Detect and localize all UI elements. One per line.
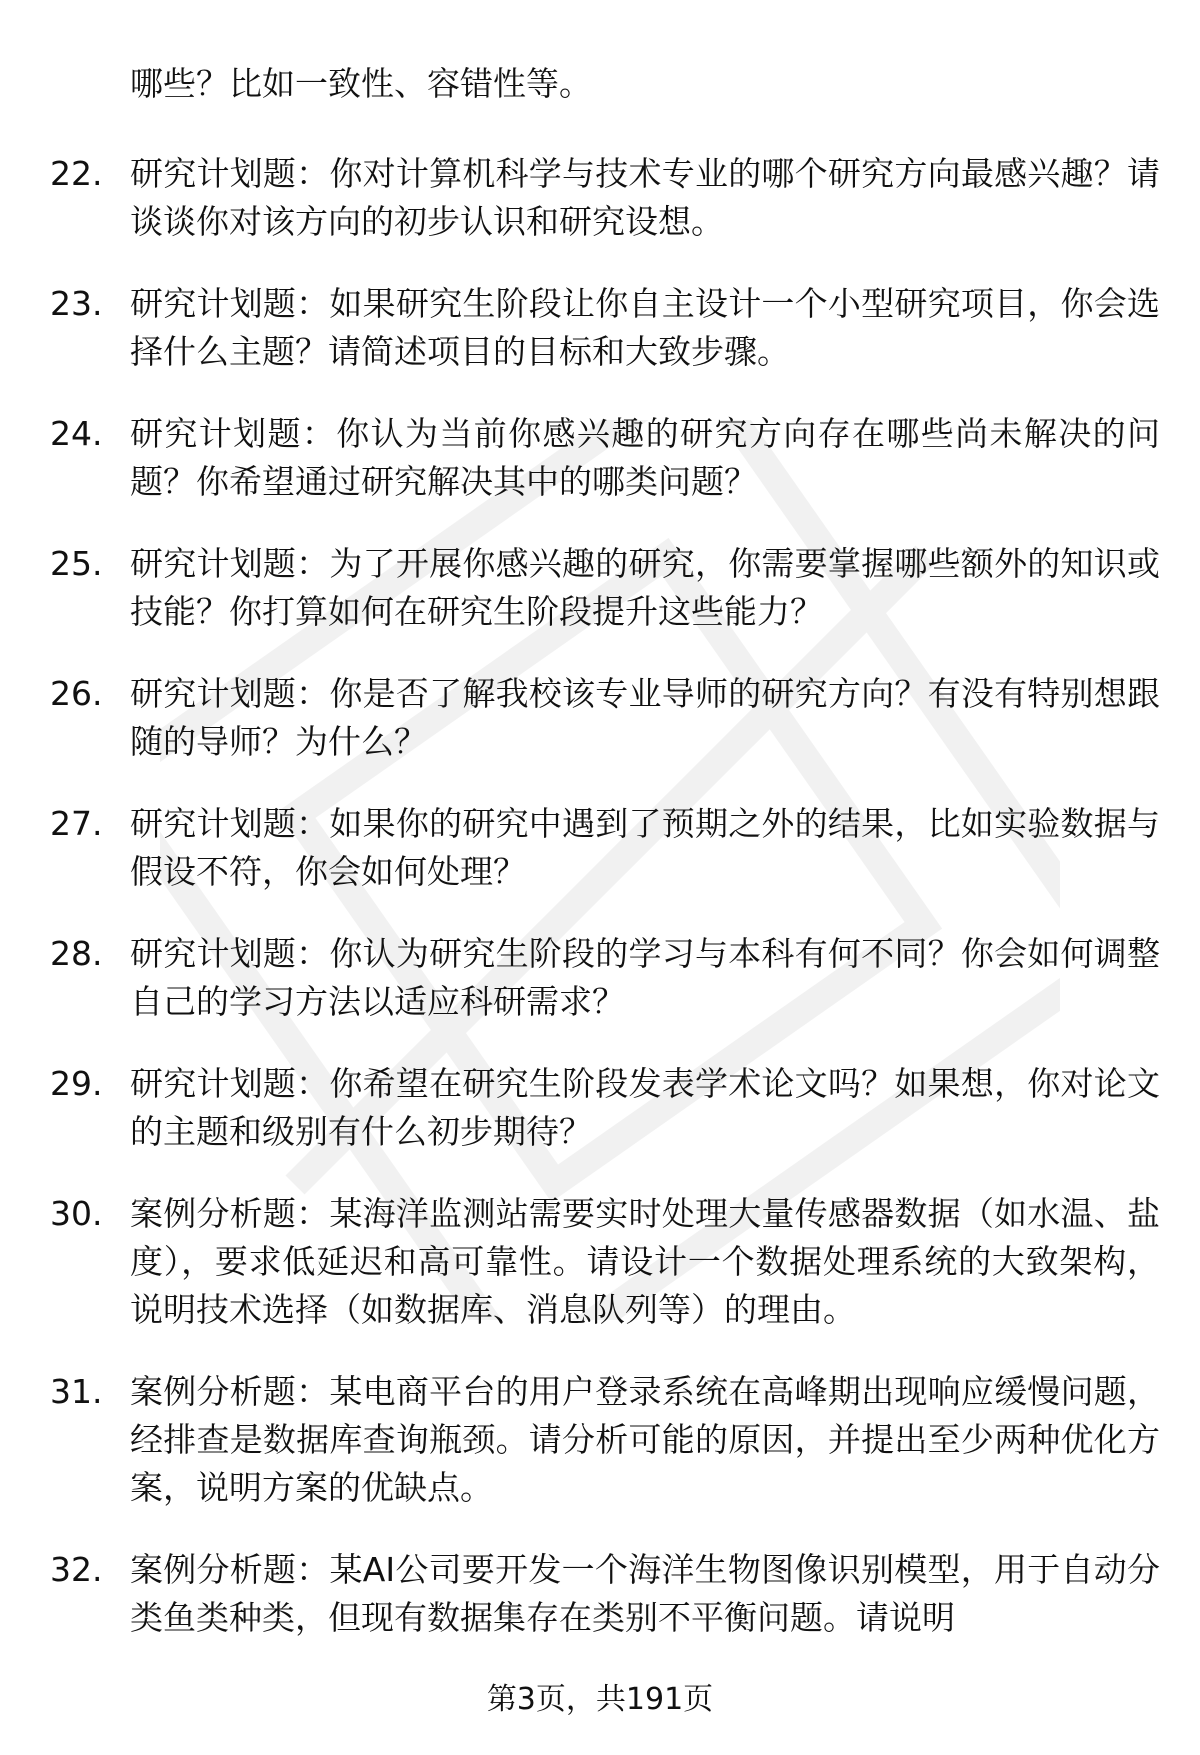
question-text: 案例分析题：某海洋监测站需要实时处理大量传感器数据（如水温、盐度），要求低延迟和高可靠性。请设计一个数据处理系统的大致架构，说明技术选择（如数据库、消息队列等）的理由。 xyxy=(130,1194,1160,1329)
question-number: 29. xyxy=(50,1064,103,1103)
question-item xyxy=(50,410,1160,506)
question-text: 案例分析题：某AI公司要开发一个海洋生物图像识别模型，用于自动分类鱼类种类，但现有数据集存在类别不平衡问题。请说明 xyxy=(130,1550,1160,1637)
question-item xyxy=(50,800,1160,896)
question-item xyxy=(50,1190,1160,1334)
question-list xyxy=(50,150,1160,1676)
question-item xyxy=(50,670,1160,766)
question-item xyxy=(50,540,1160,636)
question-text: 研究计划题：如果你的研究中遇到了预期之外的结果，比如实验数据与假设不符，你会如何处理？ xyxy=(130,804,1160,891)
question-text: 研究计划题：你认为研究生阶段的学习与本科有何不同？你会如何调整自己的学习方法以适应科研需求？ xyxy=(130,934,1160,1021)
question-number: 22. xyxy=(50,154,103,193)
question-item xyxy=(50,280,1160,376)
question-number: 27. xyxy=(50,804,103,843)
page-footer: 第3页，共191页 xyxy=(486,1682,714,1717)
question-text: 研究计划题：你对计算机科学与技术专业的哪个研究方向最感兴趣？请谈谈你对该方向的初步认识和研究设想。 xyxy=(130,154,1160,241)
question-text: 研究计划题：如果研究生阶段让你自主设计一个小型研究项目，你会选择什么主题？请简述项目的目标和大致步骤。 xyxy=(130,284,1160,371)
question-item xyxy=(50,930,1160,1026)
question-number: 30. xyxy=(50,1194,103,1233)
question-number: 24. xyxy=(50,414,103,453)
question-number: 23. xyxy=(50,284,103,323)
intro-continuation: 哪些？比如一致性、容错性等。 xyxy=(130,64,592,103)
question-text: 研究计划题：为了开展你感兴趣的研究，你需要掌握哪些额外的知识或技能？你打算如何在研究生阶段提升这些能力？ xyxy=(130,544,1160,631)
question-number: 26. xyxy=(50,674,103,713)
question-text: 研究计划题：你认为当前你感兴趣的研究方向存在哪些尚未解决的问题？你希望通过研究解决其中的哪类问题？ xyxy=(130,414,1160,501)
question-number: 31. xyxy=(50,1372,103,1411)
question-text: 案例分析题：某电商平台的用户登录系统在高峰期出现响应缓慢问题，经排查是数据库查询瓶颈。请分析可能的原因，并提出至少两种优化方案，说明方案的优缺点。 xyxy=(130,1372,1160,1507)
question-item xyxy=(50,150,1160,246)
question-text: 研究计划题：你是否了解我校该专业导师的研究方向？有没有特别想跟随的导师？为什么？ xyxy=(130,674,1160,761)
question-text: 研究计划题：你希望在研究生阶段发表学术论文吗？如果想，你对论文的主题和级别有什么初步期待？ xyxy=(130,1064,1160,1151)
question-item xyxy=(50,1060,1160,1156)
question-item xyxy=(50,1368,1160,1512)
question-number: 25. xyxy=(50,544,103,583)
question-item xyxy=(50,1546,1160,1642)
question-number: 28. xyxy=(50,934,103,973)
question-number: 32. xyxy=(50,1550,103,1589)
